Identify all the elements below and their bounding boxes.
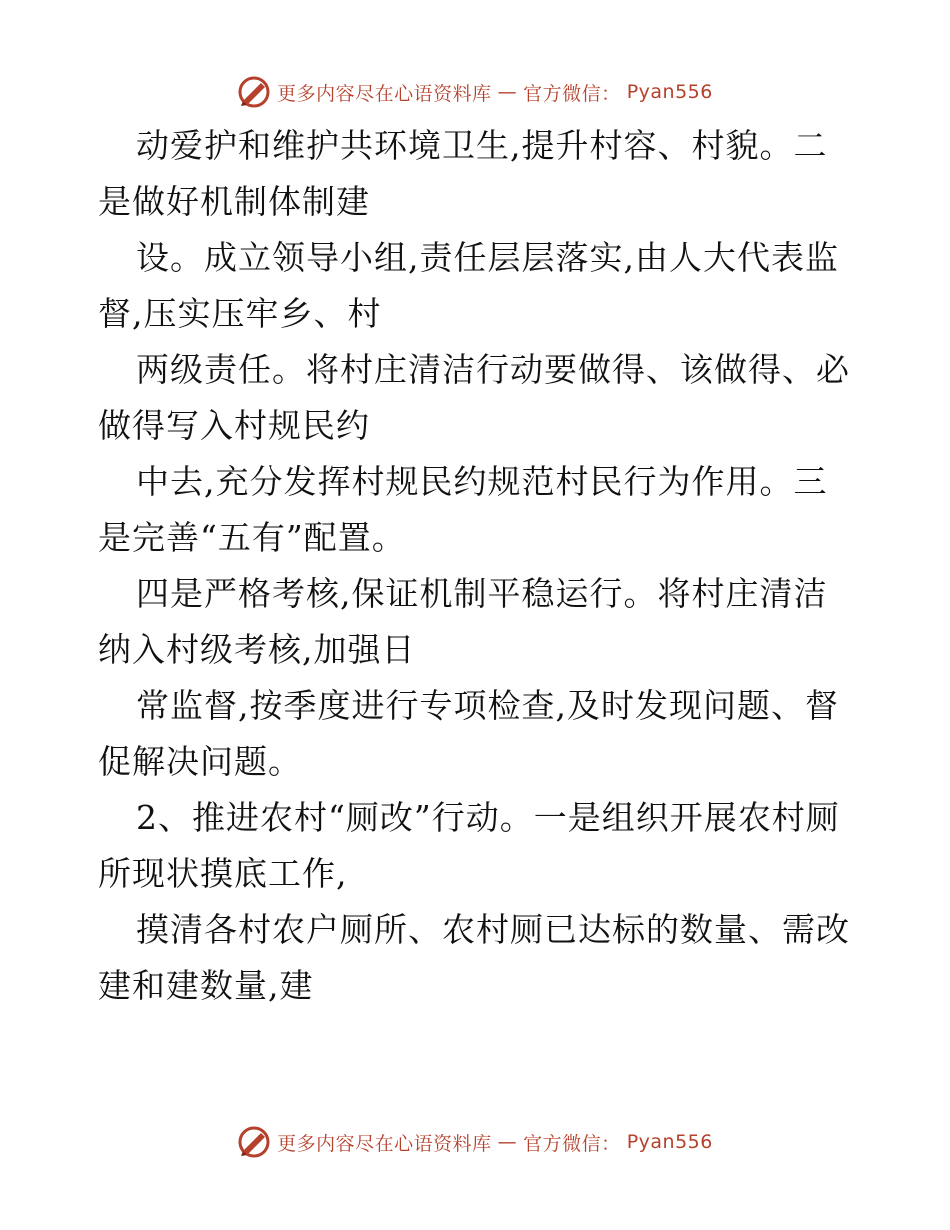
paragraph: 摸清各村农户厕所、农村厕已达标的数量、需改建和建数量,建	[98, 910, 850, 1005]
paragraph: 四是严格考核,保证机制平稳运行。将村庄清洁纳入村级考核,加强日	[98, 574, 828, 669]
document-body	[98, 118, 858, 1014]
watermark-wechat-id: Pyan556	[626, 81, 713, 103]
paragraph: 中去,充分发挥村规民约规范村民行为作用。三是完善“五有”配置。	[98, 462, 828, 557]
watermark-wechat-id: Pyan556	[626, 1131, 713, 1153]
header-watermark	[0, 72, 950, 112]
pen-logo-icon	[237, 1125, 271, 1159]
paragraph: 设。成立领导小组,责任层层落实,由人大代表监督,压实压牢乡、村	[98, 238, 839, 333]
watermark-separator: —	[497, 81, 518, 103]
paragraph: 两级责任。将村庄清洁行动要做得、该做得、必做得写入村规民约	[98, 350, 850, 445]
footer-watermark	[0, 1122, 950, 1162]
paragraph: 常监督,按季度进行专项检查,及时发现问题、督促解决问题。	[98, 686, 839, 781]
watermark-brand: 更多内容尽在心语资料库	[277, 1132, 492, 1155]
pen-logo-icon	[237, 75, 271, 109]
watermark-brand: 更多内容尽在心语资料库	[277, 82, 492, 105]
watermark-wechat-label: 官方微信：	[523, 1132, 621, 1155]
watermark-separator: —	[497, 1131, 518, 1153]
paragraph: 动爱护和维护共环境卫生,提升村容、村貌。二是做好机制体制建	[98, 126, 828, 221]
watermark-wechat-label: 官方微信：	[523, 82, 621, 105]
paragraph: 2、推进农村“厕改”行动。一是组织开展农村厕所现状摸底工作,	[98, 798, 840, 893]
